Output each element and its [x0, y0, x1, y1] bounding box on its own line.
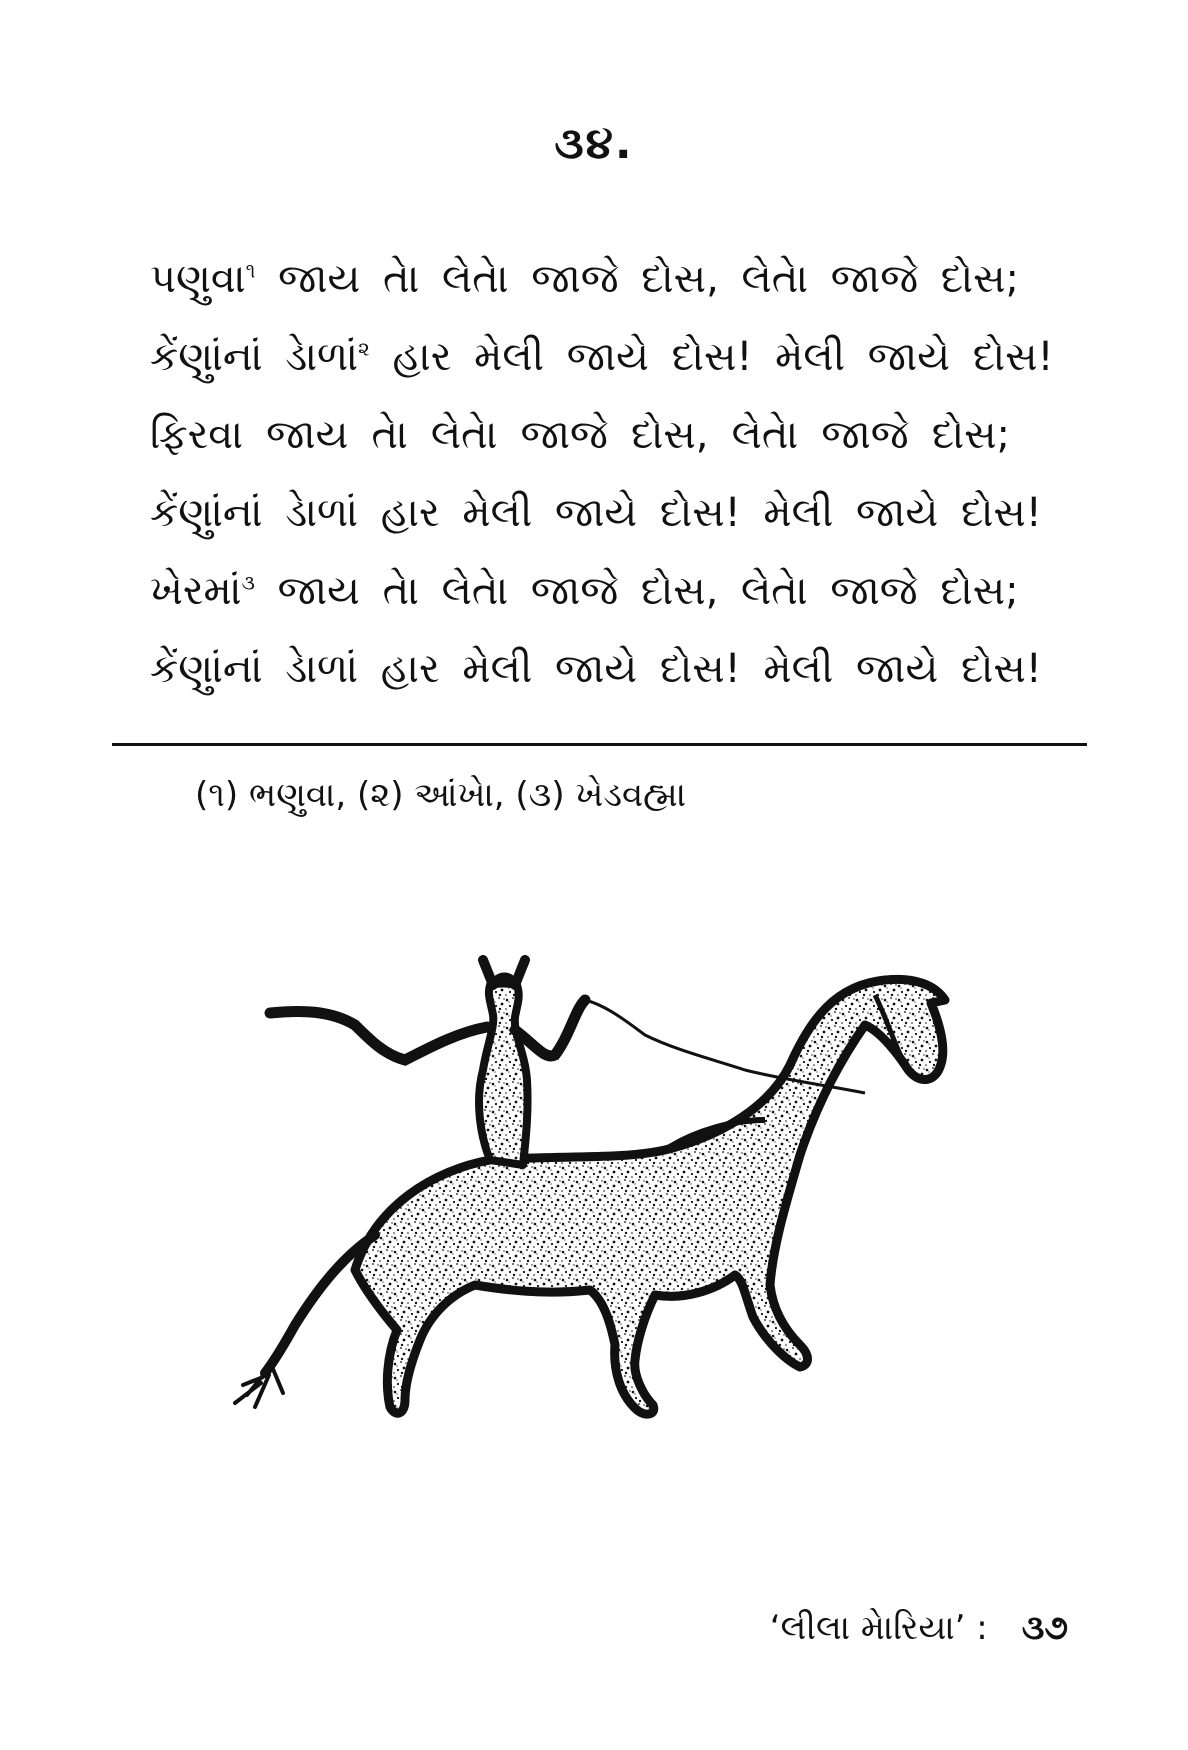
poem-line-1 — [150, 240, 1020, 318]
poem-line-3 — [150, 396, 1010, 474]
footnote-marker: ૨ — [358, 336, 370, 361]
running-footer — [770, 1598, 1068, 1658]
book-title: ‘લીલા મેારિયા’ : — [769, 1608, 988, 1648]
footnotes: (૧) ભણુવા, (૨) આંખેા, (૩) ખેડવહ્મા — [195, 775, 687, 815]
footnote-marker: ૧ — [245, 258, 256, 283]
poem-line-text-rest: હાર મેલી જાયે દોસ! મેલી જાયે દોસ! — [369, 334, 1054, 380]
footnote-marker: ૩ — [241, 570, 255, 595]
poem-line-text: ફિરવા જાય તેા લેતેા જાજે દોસ, લેતેા જાજે દોસ; — [150, 412, 1010, 458]
poem-line-text: ખેરમાં — [150, 568, 242, 614]
poem-line-text: કેંણુાંનાં ડેાળાં — [150, 334, 358, 380]
poem-line-6 — [150, 630, 1042, 708]
poem-line-5 — [150, 552, 1019, 630]
poem-line-text: કેંણુાંનાં ડેાળાં હાર મેલી જાયે દોસ! મેલી જાયે દોસ! — [150, 646, 1042, 692]
footnote-divider — [112, 743, 1087, 746]
poem — [150, 240, 1054, 708]
poem-line-text-rest: જાય તેા લેતેા જાજે દોસ, લેતેા જાજે દોસ; — [255, 256, 1020, 302]
page-number-bottom: ૩૭ — [1021, 1608, 1068, 1648]
poem-line-4 — [150, 474, 1042, 552]
horse-body — [235, 979, 945, 1414]
poem-line-text: પણુવા — [150, 256, 246, 302]
poem-line-text-rest: જાય તેા લેતેા જાજે દોસ, લેતેા જાજે દોસ; — [254, 568, 1019, 614]
poem-line-text: કેંણુાંનાં ડેાળાં હાર મેલી જાયે દોસ! મેલી જાયે દોસ! — [150, 490, 1042, 536]
page-number-top: ૩૪. — [554, 118, 634, 169]
poem-line-2 — [150, 318, 1054, 396]
horse-rider-illustration — [225, 955, 985, 1475]
